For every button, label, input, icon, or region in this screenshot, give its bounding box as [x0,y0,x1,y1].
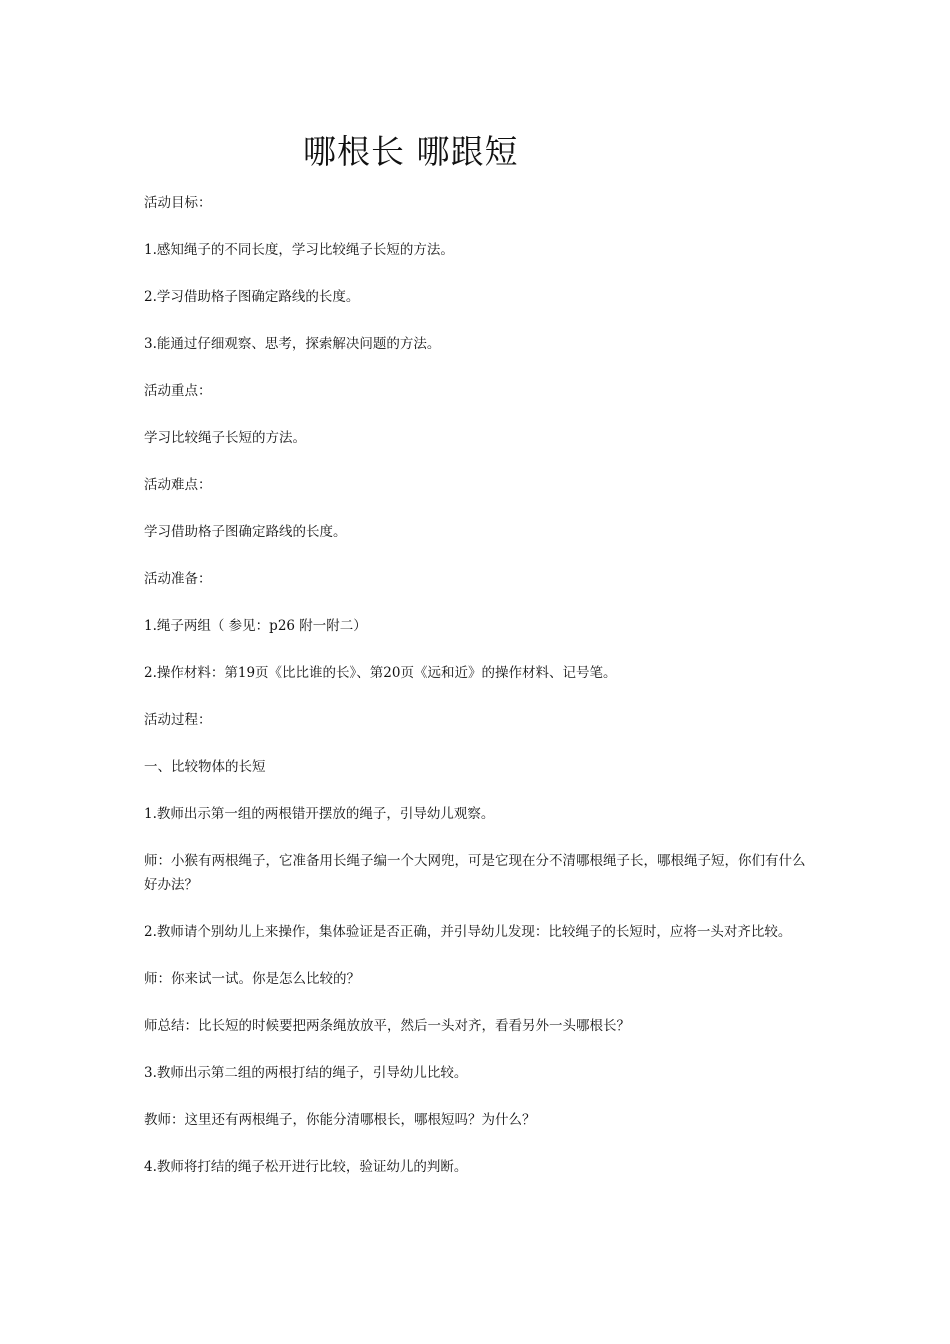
preparation-1: 1.绳子两组（ 参见：p26 附一附二） [144,618,367,634]
teacher-question-3: 教师：这里还有两根绳子，你能分清哪根长，哪根短吗？为什么？ [144,1112,536,1128]
process-step-2: 2.教师请个别幼儿上来操作，集体验证是否正确，并引导幼儿发现：比较绳子的长短时，应将一头对齐比较。 [144,924,792,940]
objective-1: 1.感知绳子的不同长度，学习比较绳子长短的方法。 [144,242,454,258]
document-body [144,191,816,1202]
section-heading-process: 活动过程： [144,712,212,728]
difficulty-text: 学习借助格子图确定路线的长度。 [144,524,347,540]
section-heading-difficulty: 活动难点： [144,477,212,493]
process-step-4: 4.教师将打结的绳子松开进行比较，验证幼儿的判断。 [144,1159,468,1175]
process-part-1-heading: 一、比较物体的长短 [144,759,266,775]
key-point-text: 学习比较绳子长短的方法。 [144,430,306,446]
preparation-2: 2.操作材料：第19页《比比谁的长》、第20页《远和近》的操作材料、记号笔。 [144,665,617,681]
section-heading-objectives: 活动目标： [144,195,212,211]
objective-3: 3.能通过仔细观察、思考，探索解决问题的方法。 [144,336,441,352]
process-step-3: 3.教师出示第二组的两根打结的绳子，引导幼儿比较。 [144,1065,468,1081]
teacher-summary: 师总结：比长短的时候要把两条绳放放平，然后一头对齐，看看另外一头哪根长？ [144,1018,630,1034]
teacher-question-1: 师：小猴有两根绳子，它准备用长绳子编一个大网兜，可是它现在分不清哪根绳子长，哪根绳子短，你们有什么好办法？ [144,853,806,893]
section-heading-key-point: 活动重点： [144,383,212,399]
objective-2: 2.学习借助格子图确定路线的长度。 [144,289,360,305]
teacher-question-2: 师：你来试一试。你是怎么比较的？ [144,971,360,987]
section-heading-preparation: 活动准备： [144,571,212,587]
document-title: 哪根长 哪跟短 [303,132,519,171]
process-step-1: 1.教师出示第一组的两根错开摆放的绳子，引导幼儿观察。 [144,806,495,822]
